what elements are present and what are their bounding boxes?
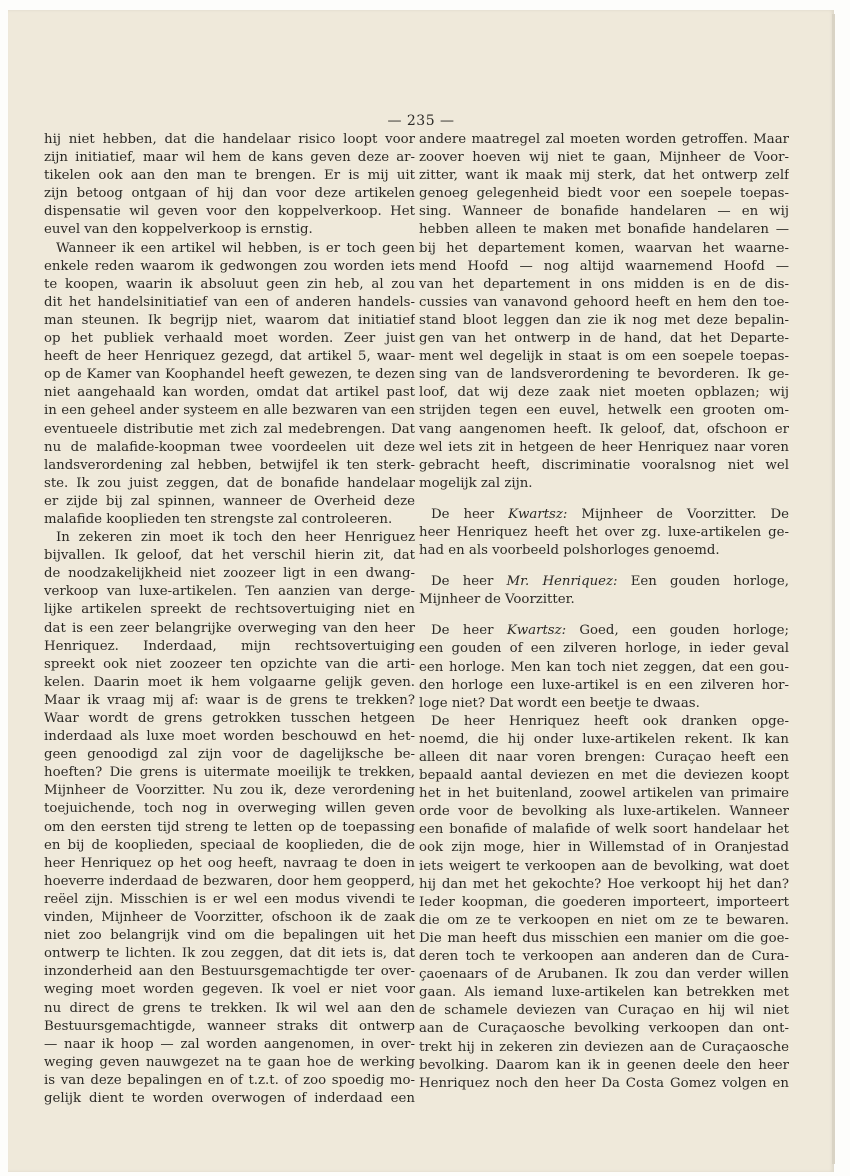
text-line: zijn initiatief, maar wil hem de kans geven deze ar- [44, 150, 415, 166]
text-line: inzonderheid aan den Bestuursgemachtigde ter over- [44, 964, 415, 980]
speaker-name: Mr. Henriquez: [506, 574, 618, 590]
text-line: Die man heeft dus misschien een manier om die goe- [419, 930, 789, 946]
paragraph-gap [419, 560, 789, 573]
text-line: spreekt ook niet zoozeer ten opzichte van die arti- [44, 656, 415, 672]
text-line: bepaald aantal deviezen en met die deviezen koopt [419, 768, 789, 784]
text-line: trekt hij in zekeren zin deviezen aan de Curaçaosche [419, 1039, 789, 1055]
text-line: nu direct de grens te trekken. Ik wil wel aan den [44, 1000, 415, 1016]
text-line: gelijk dient te worden overwogen of inderdaad een [44, 1090, 415, 1106]
text-line: die om ze te verkoopen en niet om ze te bewaren. [419, 912, 789, 928]
text-line: lijke artikelen spreekt de rechtsovertuiging niet en [44, 602, 415, 618]
text-line: ste. Ik zou juist zeggen, dat de bonafide handelaar [44, 475, 415, 491]
text-line [419, 506, 789, 524]
text-line: ontwerp te lichten. Ik zou zeggen, dat dit iets is, dat [44, 946, 415, 962]
text-line: malafide kooplieden ten strengste zal controleeren. [44, 511, 393, 527]
speech-text: Mijnheer de Voorzitter. De [567, 506, 789, 522]
paragraph-gap [419, 609, 789, 622]
text-line: iets weigert te verkoopen aan de bevolking, wat doet [419, 858, 789, 874]
text-line: weging moet worden gegeven. Ik voel er niet voor [44, 982, 415, 998]
text-line: wel iets zit in hetgeen de heer Henriquez naar voren [419, 439, 789, 455]
text-line: op de Kamer van Koophandel heeft gewezen, te dezen [44, 367, 415, 383]
text-line: weging geven nauwgezet na te gaan hoe de werking [44, 1054, 415, 1070]
text-line: te koopen, waarin ik absoluut geen zin heb, al zou [44, 276, 415, 292]
text-line: eventueele distributie met zich zal medebrengen. Dat [44, 421, 415, 437]
speaker-prefix: De heer [431, 574, 507, 590]
speech-text: Een gouden horloge, [617, 574, 789, 590]
text-line: alleen dit naar voren brengen: Curaçao heeft een [419, 750, 789, 765]
text-line: Henriquez. Inderdaad, mijn rechtsovertuiging [44, 638, 415, 654]
text-line: bevolking. Daarom kan ik in geenen deele den heer [419, 1057, 789, 1073]
text-line: verkoop van luxe-artikelen. Ten aanzien van derge- [44, 584, 415, 600]
text-line: heeft de heer Henriquez gezegd, dat artikel 5, waar- [44, 349, 415, 365]
text-line: dit het handelsinitiatief van een of anderen handels- [44, 294, 415, 310]
text-line: nu de malafide-koopman twee voordeelen uit deze [44, 439, 415, 455]
text-line: andere maatregel zal moeten worden getroffen. Maar [419, 132, 789, 147]
text-line: aan de Curaçaosche bevolking verkoopen dan ont- [419, 1021, 789, 1037]
text-line: toejuichende, toch nog in overweging willen geven [44, 801, 415, 817]
text-line: çaoenaars of de Arubanen. Ik zou dan verder willen [419, 967, 789, 983]
text-line: loge niet? Dat wordt een beetje te dwaas. [419, 695, 700, 711]
text-line: deren toch te verkoopen aan anderen dan de Cura- [419, 949, 789, 965]
text-line: sing. Wanneer de bonafide handelaren — en wij [419, 204, 789, 220]
text-line: Ieder koopman, die goederen importeert, importeert [419, 894, 789, 910]
text-line: ook zijn moge, hier in Willemstad of in Oranjestad [419, 840, 789, 856]
text-line: zitter, want ik maak mij sterk, dat het ontwerp zelf [419, 168, 789, 184]
speaker-name: Kwartsz: [506, 623, 567, 639]
text-line: gebracht heeft, discriminatie vooralsnog niet wel [419, 457, 789, 473]
text-line: Mijnheer de Voorzitter. [419, 592, 575, 608]
text-line: Bestuursgemachtigde, wanneer straks dit ontwerp [44, 1018, 415, 1034]
text-line: noemd, die hij onder luxe-artikelen rekent. Ik kan [419, 731, 789, 747]
text-line: den horloge een luxe-artikel is en een zilveren hor- [419, 677, 789, 693]
text-line [419, 622, 789, 640]
text-line: hebben alleen te maken met bonafide handelaren — [419, 222, 789, 238]
text-line: enkele reden waarom ik gedwongen zou worden iets [44, 258, 415, 274]
text-line: gen van het ontwerp in de hand, dat het Departe- [419, 331, 789, 347]
text-line: In zekeren zin moet ik toch den heer Henriguez [56, 530, 415, 546]
text-line: gaan. Als iemand luxe-artikelen kan betrekken met [419, 985, 789, 1001]
text-line: bij het departement komen, waarvan het waarne- [419, 240, 789, 256]
text-line: dispensatie wil geven voor den koppelverkoop. Het [44, 204, 415, 220]
text-line: inderdaad als luxe moet worden beschouwd en het- [44, 729, 415, 745]
text-line: het in het buitenland, zoowel artikelen van primaire [419, 786, 789, 802]
text-line: op het publiek verhaald moet worden. Zeer juist [44, 331, 415, 347]
right-column [419, 131, 789, 1093]
speaker-prefix: De heer [431, 623, 507, 639]
text-line: hij dan met het gekochte? Hoe verkoopt hij het dan? [419, 876, 789, 892]
text-line: en bij de kooplieden, speciaal de kooplieden, die de [44, 837, 415, 853]
speaker-name: Kwartsz: [508, 506, 568, 522]
text-line: Maar ik vraag mij af: waar is de grens te trekken? [44, 692, 415, 708]
text-line: kelen. Daarin moet ik hem volgaarne gelijk geven. [44, 674, 415, 690]
text-line: loof, dat wij deze zaak niet moeten opblazen; wij [419, 385, 789, 401]
text-line: hij niet hebben, dat die handelaar risico loopt voor [44, 132, 415, 147]
text-line: van het departement in ons midden is en de dis- [419, 276, 789, 292]
text-line: zoover hoeven wij niet te gaan, Mijnheer de Voor- [419, 150, 789, 166]
text-line: had en als voorbeeld polshorloges genoemd. [419, 543, 720, 559]
text-line [419, 573, 789, 591]
text-line: de schamele deviezen van Curaçao en hij wil niet [419, 1003, 789, 1019]
text-line: reëel zijn. Misschien is er wel een modus vivendi te [44, 891, 415, 907]
text-line: mend Hoofd — nog altijd waarnemend Hoofd — [419, 258, 789, 274]
text-line: man steunen. Ik begrijp niet, waarom dat initiatief [44, 312, 415, 328]
text-line: er zijde bij zal spinnen, wanneer de Overheid deze [44, 493, 415, 509]
text-line: heer Henriquez op het oog heeft, navraag te doen in [44, 855, 415, 871]
text-line: in een geheel ander systeem en alle bezwaren van een [44, 403, 415, 419]
speaker-prefix: De heer [431, 506, 509, 522]
text-line: Wanneer ik een artikel wil hebben, is er toch geen [56, 240, 415, 256]
text-line: mogelijk zal zijn. [419, 475, 533, 491]
text-line: ment wel degelijk in staat is om een soepele toepas- [419, 349, 789, 365]
text-line: dat is een zeer belangrijke overweging van den heer [44, 620, 415, 636]
text-line: Henriquez noch den heer Da Costa Gomez volgen en [419, 1075, 789, 1091]
text-line: Waar wordt de grens getrokken tusschen hetgeen [44, 711, 415, 726]
left-column [44, 131, 415, 1108]
text-line: De heer Henriquez heeft ook dranken opge- [431, 713, 789, 729]
text-line: vinden, Mijnheer de Voorzitter, ofschoon ik de zaak [44, 910, 415, 926]
text-line: niet aangehaald kan worden, omdat dat artikel past [44, 385, 415, 401]
text-line: een gouden of een zilveren horloge, in ieder geval [419, 641, 789, 657]
text-line: genoeg gelegenheid biedt voor een soepele toepas- [419, 186, 789, 202]
text-line: strijden tegen een euvel, hetwelk een grooten om- [419, 403, 789, 419]
text-line: hoeverre inderdaad de bezwaren, door hem geopperd, [44, 873, 415, 889]
text-line: tikelen ook aan den man te brengen. Er is mij uit [44, 168, 415, 184]
text-line: Mijnheer de Voorzitter. Nu zou ik, deze verordening [44, 783, 415, 799]
text-line: geen genoodigd zal zijn voor de dagelijksche be- [44, 747, 415, 763]
text-line: — naar ik hoop — zal worden aangenomen, in over- [44, 1036, 415, 1052]
text-line: om den eersten tijd streng te letten op de toepassing [44, 819, 415, 835]
text-line: stand bloot leggen dan zie ik nog met deze bepalin- [419, 312, 789, 328]
paragraph-gap [419, 493, 789, 506]
text-line: sing van de landsverordening te bevorderen. Ik ge- [419, 367, 789, 383]
text-line: bijvallen. Ik geloof, dat het verschil hierin zit, dat [44, 548, 415, 564]
text-line: de noodzakelijkheid niet zoozeer ligt in een dwang- [44, 566, 415, 582]
text-line: een bonafide of malafide of welk soort handelaar het [419, 822, 789, 838]
text-line: orde voor de bevolking als luxe-artikelen. Wanneer [419, 804, 789, 820]
text-line: hoeften? Die grens is uitermate moeilijk te trekken, [44, 765, 415, 781]
text-line: een horloge. Men kan toch niet zeggen, dat een gou- [419, 659, 789, 675]
text-line: niet zoo belangrijk vind om die bepalingen uit het [44, 928, 415, 944]
text-line: heer Henriquez heeft het over zg. luxe-artikelen ge- [419, 524, 789, 540]
text-line: zijn betoog ontgaan of hij dan voor deze artikelen [44, 186, 415, 202]
paper-edge [832, 14, 835, 1164]
text-line: euvel van den koppelverkoop is ernstig. [44, 222, 313, 238]
text-line: landsverordening zal hebben, betwijfel ik ten sterk- [44, 457, 415, 473]
text-line: vang aangenomen heeft. Ik geloof, dat, ofschoon er [419, 421, 789, 437]
speech-text: Goed, een gouden horloge; [566, 623, 789, 639]
text-line: cussies van vanavond gehoord heeft en hem den toe- [419, 294, 789, 310]
text-line: is van deze bepalingen en of t.z.t. of zoo spoedig mo- [44, 1072, 415, 1088]
page-number: — 235 — [387, 113, 455, 129]
